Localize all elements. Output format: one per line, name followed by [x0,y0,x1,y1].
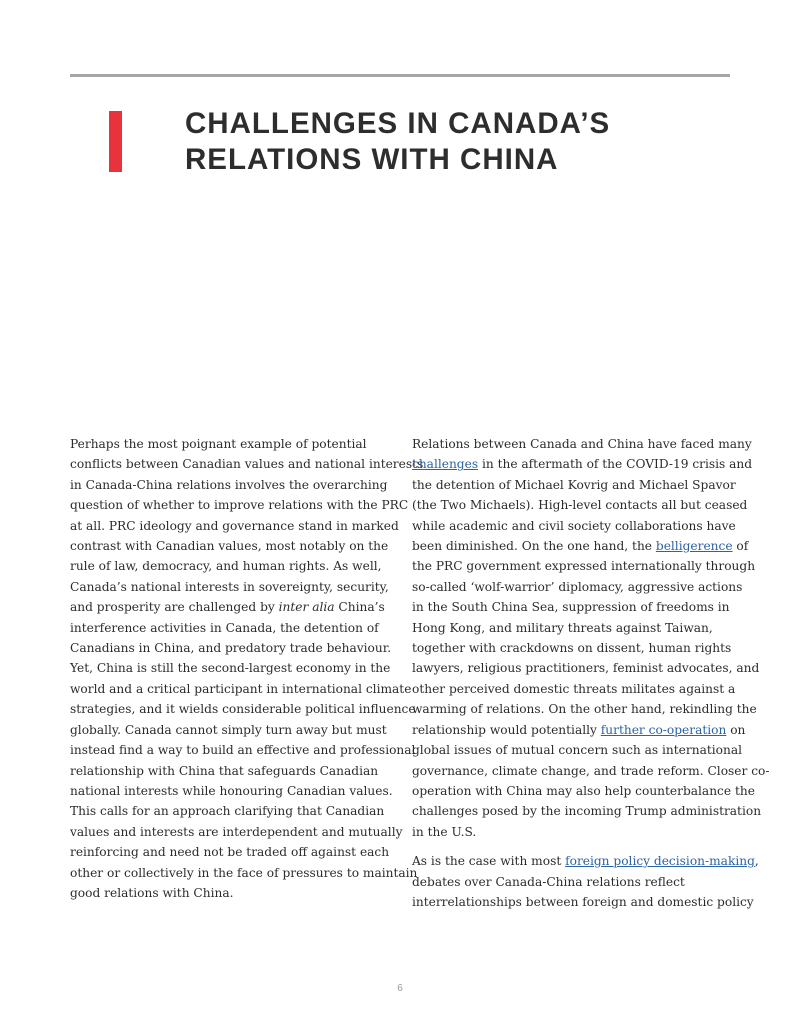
text-line: relationship with China that safeguards Canadian [70,763,379,778]
text-line: in the South China Sea, suppression of freedoms in [412,600,730,615]
text-line: other perceived domestic threats militates against a [412,681,736,696]
text-line: (the Two Michaels). High-level contacts all but ceased [412,498,748,513]
left-column [70,434,424,903]
text-line: Yet, China is still the second-largest economy in the [70,661,391,676]
text-line: interference activities in Canada, the detention of [70,620,379,635]
text-line [412,720,746,740]
text-line: global issues of mutual concern such as international [412,743,742,758]
text-line: strategies, and it wields considerable political influence [70,702,416,717]
text-line: operation with China may also help counterbalance the [412,783,755,798]
paragraph-gap [412,842,737,851]
text-line: This calls for an approach clarifying that Canadian [70,804,385,819]
belligerence-link[interactable]: belligerence [655,539,733,554]
chapter-number-bar [109,111,122,172]
text-line: values and interests are interdependent and mutually [70,824,403,839]
text-segment: relationship would potentially [412,722,601,737]
text-line [412,851,759,871]
page-number: 6 [397,983,403,994]
text-line: contrast with Canadian values, most notably on the [70,539,389,554]
text-line: interrelationships between foreign and domestic policy [412,894,754,909]
italic-term: inter alia [278,600,335,615]
chapter-title [185,106,705,178]
text-line: the PRC government expressed internationally through [412,559,756,574]
text-line: the detention of Michael Kovrig and Michael Spavor [412,477,736,492]
text-line: governance, climate change, and trade reform. Closer co- [412,763,770,778]
text-line: reinforcing and need not be traded off against each [70,845,390,860]
chapter-title-line-1: CHALLENGES IN CANADA’S [185,107,611,140]
text-line: while academic and civil society collaborations have [412,518,736,533]
text-segment: on [726,722,746,737]
text-line [412,536,749,556]
foreign-policy-decision-making-link[interactable]: foreign policy decision-making [565,854,755,869]
text-line: lawyers, religious practitioners, feminist advocates, and [412,661,760,676]
text-line: Hong Kong, and military threats against Taiwan, [412,620,713,635]
text-line: Perhaps the most poignant example of potential [70,437,367,451]
text-line: national interests while honouring Canadian values. [70,783,393,798]
text-line: warming of relations. On the other hand, rekindling the [412,702,757,717]
text-segment: China’s [334,600,385,615]
text-line: instead find a way to build an effective and professional [70,743,416,758]
text-line: Canada’s national interests in sovereignty, security, [70,579,389,594]
text-segment: and prosperity are challenged by [70,600,279,615]
text-line: debates over Canada-China relations reflect [412,874,685,889]
right-column [412,434,770,912]
text-line: at all. PRC ideology and governance stand in marked [70,518,399,533]
text-line: challenges posed by the incoming Trump administration [412,804,762,819]
text-line: Relations between Canada and China have faced many [412,437,752,451]
text-line [70,597,395,617]
text-line: good relations with China. [70,885,234,900]
text-line [412,454,753,474]
challenges-link[interactable]: challenges [412,457,479,472]
text-line: globally. Canada cannot simply turn away but must [70,722,387,737]
chapter-title-line-2: RELATIONS WITH CHINA [185,143,559,176]
text-line: world and a critical participant in international climate [70,681,412,696]
text-segment: , [754,854,759,869]
top-rule [70,74,730,77]
text-line: rule of law, democracy, and human rights. As well, [70,559,382,574]
text-segment: in the aftermath of the COVID-19 crisis and [478,457,753,472]
text-line: Canadians in China, and predatory trade behaviour. [70,641,392,656]
text-line: question of whether to improve relations with the PRC [70,498,409,513]
text-line: conflicts between Canadian values and national interests [70,457,424,472]
text-segment: As is the case with most [412,854,566,869]
text-segment: of [732,539,749,554]
text-segment: been diminished. On the one hand, the [412,539,656,554]
further-co-operation-link[interactable]: further co-operation [600,722,727,737]
text-line: other or collectively in the face of pressures to maintain [70,865,418,880]
text-line: together with crackdowns on dissent, human rights [412,641,732,656]
text-line: so-called ‘wolf-warrior’ diplomacy, aggressive actions [412,579,743,594]
text-line: in the U.S. [412,824,477,839]
text-line: in Canada-China relations involves the overarching [70,477,388,492]
